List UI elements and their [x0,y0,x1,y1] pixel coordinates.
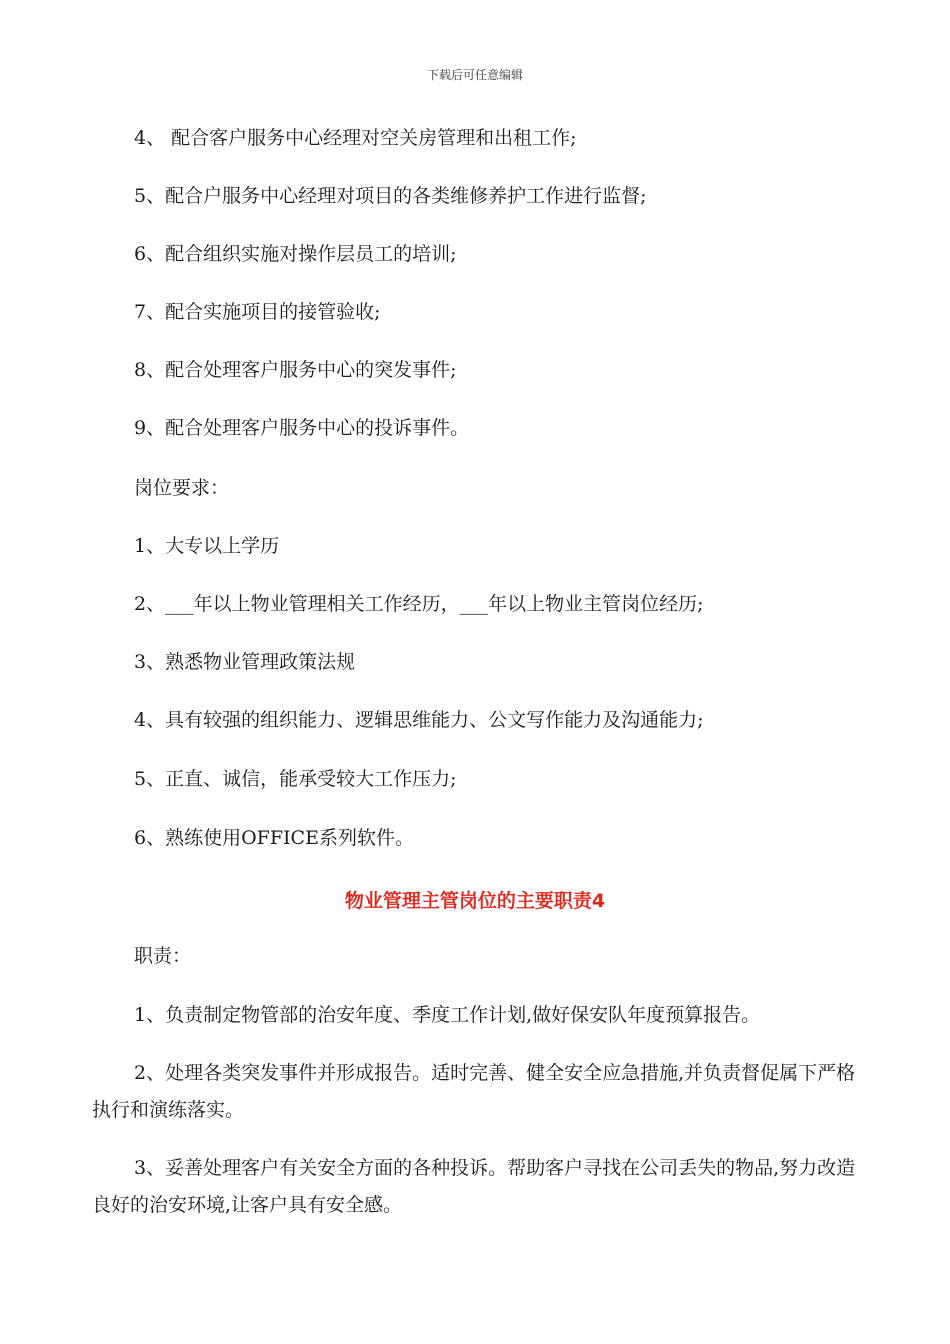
list-item: 1、大专以上学历 [134,535,280,557]
paragraph: 1、负责制定物管部的治安年度、季度工作计划,做好保安队年度预算报告。 [134,1004,761,1026]
section-label: 岗位要求： [134,477,230,499]
list-item: 2、___年以上物业管理相关工作经历，___年以上物业主管岗位经历; [134,593,704,615]
list-item: 8、配合处理客户服务中心的突发事件; [134,359,457,381]
header-note: 下载后可任意编辑 [426,68,523,82]
list-item: 7、配合实施项目的接管验收; [134,301,381,323]
list-item: 5、正直、诚信，能承受较大工作压力; [134,768,457,790]
section-heading: 物业管理主管岗位的主要职责4 [344,890,606,912]
list-item: 4、 配合客户服务中心经理对空关房管理和出租工作; [134,127,577,149]
paragraph: 3、妥善处理客户有关安全方面的各种投诉。帮助客户寻找在公司丢失的物品,努力改造良好的治安环境,让客户具有安全感。 [92,1157,856,1216]
duties-label: 职责： [134,945,192,967]
paragraph: 2、处理各类突发事件并形成报告。适时完善、健全安全应急措施,并负责督促属下严格执行和演练落实。 [92,1062,856,1121]
list-item: 6、配合组织实施对操作层员工的培训; [134,243,457,265]
list-item: 6、熟练使用OFFICE系列软件。 [134,827,414,849]
list-item: 4、具有较强的组织能力、逻辑思维能力、公文写作能力及沟通能力; [134,709,704,731]
list-item: 9、配合处理客户服务中心的投诉事件。 [134,417,470,439]
list-item: 5、配合户服务中心经理对项目的各类维修养护工作进行监督; [134,185,647,207]
list-item: 3、熟悉物业管理政策法规 [134,651,356,673]
